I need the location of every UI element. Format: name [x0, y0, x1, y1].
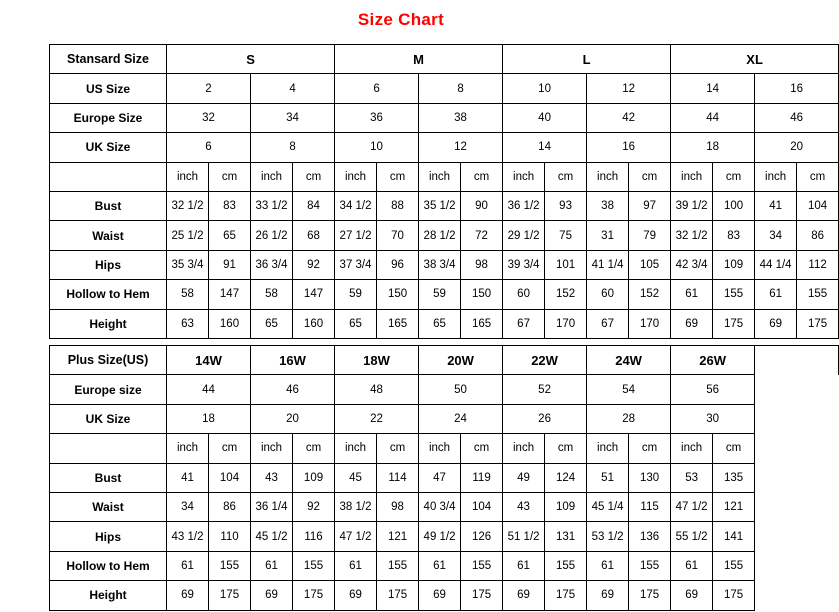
cell: 61	[671, 280, 713, 309]
cell: 53 1/2	[587, 522, 629, 551]
table-row	[50, 404, 839, 433]
cell: 18	[167, 404, 251, 433]
cell: 32 1/2	[671, 221, 713, 250]
table-row	[50, 492, 839, 521]
unit-cell: cm	[377, 162, 419, 191]
row-label: Bust	[50, 463, 167, 492]
table-row	[50, 522, 839, 551]
cell: 175	[797, 309, 839, 338]
cell: 65	[209, 221, 251, 250]
standard-size-table	[49, 44, 839, 339]
cell: 37 3/4	[335, 250, 377, 279]
cell: 8	[251, 133, 335, 162]
cell: 141	[713, 522, 755, 551]
unit-cell: cm	[377, 434, 419, 463]
size-group-header: 18W	[335, 346, 419, 375]
cell: 155	[209, 551, 251, 580]
size-group-header: S	[167, 45, 335, 74]
unit-cell: cm	[797, 162, 839, 191]
cell: 34	[167, 492, 209, 521]
unit-cell: cm	[209, 162, 251, 191]
empty-cell	[755, 551, 839, 580]
cell: 147	[293, 280, 335, 309]
cell: 36 3/4	[251, 250, 293, 279]
cell: 26	[503, 404, 587, 433]
unit-cell: cm	[629, 162, 671, 191]
cell: 47	[419, 463, 461, 492]
cell: 109	[713, 250, 755, 279]
cell: 67	[587, 309, 629, 338]
cell: 86	[797, 221, 839, 250]
cell: 59	[335, 280, 377, 309]
cell: 14	[671, 74, 755, 103]
cell: 72	[461, 221, 503, 250]
cell: 44 1/4	[755, 250, 797, 279]
cell: 20	[755, 133, 839, 162]
cell: 130	[629, 463, 671, 492]
cell: 10	[503, 74, 587, 103]
unit-cell: inch	[419, 162, 461, 191]
cell: 38 3/4	[419, 250, 461, 279]
row-label: Hips	[50, 522, 167, 551]
empty-cell	[755, 434, 839, 463]
cell: 61	[167, 551, 209, 580]
cell: 59	[419, 280, 461, 309]
cell: 25 1/2	[167, 221, 209, 250]
cell: 93	[545, 191, 587, 220]
cell: 165	[377, 309, 419, 338]
cell: 175	[377, 581, 419, 610]
table-corner-label: Plus Size(US)	[50, 346, 167, 375]
cell: 36 1/4	[251, 492, 293, 521]
cell: 42 3/4	[671, 250, 713, 279]
cell: 6	[167, 133, 251, 162]
cell: 38 1/2	[335, 492, 377, 521]
empty-cell	[755, 375, 839, 404]
cell: 49	[503, 463, 545, 492]
cell: 36 1/2	[503, 191, 545, 220]
page-title: Size Chart	[357, 10, 445, 29]
size-group-header: M	[335, 45, 503, 74]
cell: 47 1/2	[335, 522, 377, 551]
cell: 84	[293, 191, 335, 220]
cell: 41	[167, 463, 209, 492]
cell: 83	[713, 221, 755, 250]
size-group-header: 14W	[167, 346, 251, 375]
cell: 2	[167, 74, 251, 103]
cell: 121	[377, 522, 419, 551]
cell: 105	[629, 250, 671, 279]
cell: 90	[461, 191, 503, 220]
unit-cell: inch	[503, 162, 545, 191]
cell: 175	[461, 581, 503, 610]
table-row	[50, 221, 839, 250]
cell: 152	[629, 280, 671, 309]
cell: 51 1/2	[503, 522, 545, 551]
table-row	[50, 346, 839, 375]
size-group-header: 22W	[503, 346, 587, 375]
unit-cell: inch	[503, 434, 545, 463]
cell: 116	[293, 522, 335, 551]
cell: 35 1/2	[419, 191, 461, 220]
cell: 175	[713, 309, 755, 338]
cell: 68	[293, 221, 335, 250]
cell: 47 1/2	[671, 492, 713, 521]
cell: 69	[755, 309, 797, 338]
empty-cell	[755, 404, 839, 433]
cell: 6	[335, 74, 419, 103]
cell: 36	[335, 103, 419, 132]
cell: 104	[461, 492, 503, 521]
cell: 60	[503, 280, 545, 309]
size-group-header: XL	[671, 45, 839, 74]
cell: 28	[587, 404, 671, 433]
cell: 70	[377, 221, 419, 250]
cell: 63	[167, 309, 209, 338]
cell: 46	[251, 375, 335, 404]
table-row	[50, 250, 839, 279]
cell: 42	[587, 103, 671, 132]
unit-row	[50, 162, 839, 191]
cell: 8	[419, 74, 503, 103]
table-row	[50, 463, 839, 492]
cell: 155	[713, 551, 755, 580]
cell: 61	[251, 551, 293, 580]
cell: 97	[629, 191, 671, 220]
unit-cell: cm	[461, 434, 503, 463]
cell: 45	[335, 463, 377, 492]
cell: 83	[209, 191, 251, 220]
cell: 121	[713, 492, 755, 521]
cell: 86	[209, 492, 251, 521]
cell: 155	[545, 551, 587, 580]
cell: 98	[377, 492, 419, 521]
unit-cell: inch	[251, 434, 293, 463]
cell: 33 1/2	[251, 191, 293, 220]
cell: 104	[209, 463, 251, 492]
cell: 41 1/4	[587, 250, 629, 279]
unit-cell: inch	[587, 162, 629, 191]
row-label: Height	[50, 309, 167, 338]
unit-cell: cm	[209, 434, 251, 463]
unit-cell: cm	[545, 434, 587, 463]
cell: 175	[545, 581, 587, 610]
cell: 155	[377, 551, 419, 580]
cell: 54	[587, 375, 671, 404]
cell: 67	[503, 309, 545, 338]
cell: 69	[167, 581, 209, 610]
row-label: Hips	[50, 250, 167, 279]
cell: 41	[755, 191, 797, 220]
cell: 43 1/2	[167, 522, 209, 551]
unit-cell: inch	[251, 162, 293, 191]
empty-cell	[755, 492, 839, 521]
cell: 109	[293, 463, 335, 492]
cell: 131	[545, 522, 587, 551]
empty-cell	[755, 581, 839, 610]
cell: 12	[419, 133, 503, 162]
cell: 91	[209, 250, 251, 279]
cell: 155	[797, 280, 839, 309]
cell: 49 1/2	[419, 522, 461, 551]
unit-cell: inch	[167, 162, 209, 191]
cell: 4	[251, 74, 335, 103]
row-label: Waist	[50, 492, 167, 521]
cell: 155	[461, 551, 503, 580]
unit-cell: inch	[671, 162, 713, 191]
unit-cell: cm	[293, 162, 335, 191]
row-label: Bust	[50, 191, 167, 220]
cell: 45 1/2	[251, 522, 293, 551]
cell: 61	[587, 551, 629, 580]
cell: 92	[293, 250, 335, 279]
cell: 135	[713, 463, 755, 492]
cell: 152	[545, 280, 587, 309]
unit-cell: cm	[629, 434, 671, 463]
cell: 175	[293, 581, 335, 610]
cell: 38	[419, 103, 503, 132]
row-label: Height	[50, 581, 167, 610]
unit-cell: inch	[755, 162, 797, 191]
cell: 136	[629, 522, 671, 551]
cell: 43	[503, 492, 545, 521]
cell: 160	[293, 309, 335, 338]
cell: 100	[713, 191, 755, 220]
cell: 53	[671, 463, 713, 492]
row-label: US Size	[50, 74, 167, 103]
row-label	[50, 434, 167, 463]
cell: 52	[503, 375, 587, 404]
cell: 69	[335, 581, 377, 610]
table-row	[50, 581, 839, 610]
cell: 61	[335, 551, 377, 580]
unit-cell: cm	[545, 162, 587, 191]
cell: 38	[587, 191, 629, 220]
cell: 150	[377, 280, 419, 309]
cell: 79	[629, 221, 671, 250]
cell: 61	[755, 280, 797, 309]
cell: 147	[209, 280, 251, 309]
cell: 14	[503, 133, 587, 162]
cell: 175	[629, 581, 671, 610]
cell: 56	[671, 375, 755, 404]
size-group-header: 16W	[251, 346, 335, 375]
cell: 31	[587, 221, 629, 250]
row-label: Europe Size	[50, 103, 167, 132]
cell: 16	[755, 74, 839, 103]
cell: 69	[671, 309, 713, 338]
cell: 43	[251, 463, 293, 492]
cell: 65	[251, 309, 293, 338]
cell: 92	[293, 492, 335, 521]
cell: 170	[629, 309, 671, 338]
cell: 119	[461, 463, 503, 492]
empty-cell	[755, 346, 839, 375]
cell: 40 3/4	[419, 492, 461, 521]
row-label: UK Size	[50, 404, 167, 433]
cell: 150	[461, 280, 503, 309]
cell: 65	[419, 309, 461, 338]
cell: 30	[671, 404, 755, 433]
unit-cell: inch	[671, 434, 713, 463]
cell: 44	[671, 103, 755, 132]
cell: 69	[671, 581, 713, 610]
cell: 115	[629, 492, 671, 521]
cell: 96	[377, 250, 419, 279]
cell: 112	[797, 250, 839, 279]
unit-row	[50, 434, 839, 463]
cell: 110	[209, 522, 251, 551]
cell: 61	[671, 551, 713, 580]
cell: 60	[587, 280, 629, 309]
row-label: Hollow to Hem	[50, 280, 167, 309]
cell: 75	[545, 221, 587, 250]
cell: 22	[335, 404, 419, 433]
cell: 61	[503, 551, 545, 580]
size-group-header: 26W	[671, 346, 755, 375]
cell: 32	[167, 103, 251, 132]
cell: 114	[377, 463, 419, 492]
cell: 61	[419, 551, 461, 580]
cell: 39 1/2	[671, 191, 713, 220]
cell: 69	[419, 581, 461, 610]
cell: 88	[377, 191, 419, 220]
table-row	[50, 309, 839, 338]
cell: 10	[335, 133, 419, 162]
cell: 26 1/2	[251, 221, 293, 250]
cell: 27 1/2	[335, 221, 377, 250]
cell: 104	[797, 191, 839, 220]
cell: 98	[461, 250, 503, 279]
cell: 39 3/4	[503, 250, 545, 279]
size-group-header: 20W	[419, 346, 503, 375]
cell: 58	[251, 280, 293, 309]
cell: 29 1/2	[503, 221, 545, 250]
cell: 40	[503, 103, 587, 132]
table-row	[50, 280, 839, 309]
cell: 16	[587, 133, 671, 162]
cell: 69	[587, 581, 629, 610]
table-corner-label: Stansard Size	[50, 45, 167, 74]
cell: 124	[545, 463, 587, 492]
table-row	[50, 375, 839, 404]
cell: 28 1/2	[419, 221, 461, 250]
table-row	[50, 551, 839, 580]
cell: 50	[419, 375, 503, 404]
row-label: Waist	[50, 221, 167, 250]
unit-cell: cm	[713, 162, 755, 191]
cell: 155	[629, 551, 671, 580]
cell: 34 1/2	[335, 191, 377, 220]
table-row	[50, 74, 839, 103]
cell: 18	[671, 133, 755, 162]
cell: 126	[461, 522, 503, 551]
unit-cell: cm	[293, 434, 335, 463]
unit-cell: cm	[461, 162, 503, 191]
size-group-header: 24W	[587, 346, 671, 375]
table-row	[50, 133, 839, 162]
cell: 165	[461, 309, 503, 338]
cell: 24	[419, 404, 503, 433]
empty-cell	[755, 463, 839, 492]
cell: 170	[545, 309, 587, 338]
size-group-header: L	[503, 45, 671, 74]
cell: 35 3/4	[167, 250, 209, 279]
cell: 109	[545, 492, 587, 521]
unit-cell: inch	[167, 434, 209, 463]
cell: 12	[587, 74, 671, 103]
cell: 160	[209, 309, 251, 338]
cell: 45 1/4	[587, 492, 629, 521]
cell: 101	[545, 250, 587, 279]
unit-cell: inch	[335, 162, 377, 191]
cell: 51	[587, 463, 629, 492]
cell: 155	[713, 280, 755, 309]
unit-cell: inch	[335, 434, 377, 463]
cell: 44	[167, 375, 251, 404]
cell: 55 1/2	[671, 522, 713, 551]
row-label: Hollow to Hem	[50, 551, 167, 580]
cell: 46	[755, 103, 839, 132]
cell: 175	[209, 581, 251, 610]
unit-cell: cm	[713, 434, 755, 463]
plus-size-table	[49, 345, 839, 611]
cell: 20	[251, 404, 335, 433]
table-row	[50, 45, 839, 74]
row-label: UK Size	[50, 133, 167, 162]
empty-cell	[755, 522, 839, 551]
cell: 69	[251, 581, 293, 610]
cell: 175	[713, 581, 755, 610]
cell: 34	[755, 221, 797, 250]
row-label: Europe size	[50, 375, 167, 404]
table-row	[50, 103, 839, 132]
cell: 48	[335, 375, 419, 404]
cell: 32 1/2	[167, 191, 209, 220]
cell: 34	[251, 103, 335, 132]
unit-cell: inch	[419, 434, 461, 463]
cell: 69	[503, 581, 545, 610]
table-row	[50, 191, 839, 220]
row-label	[50, 162, 167, 191]
cell: 65	[335, 309, 377, 338]
cell: 58	[167, 280, 209, 309]
unit-cell: inch	[587, 434, 629, 463]
cell: 155	[293, 551, 335, 580]
